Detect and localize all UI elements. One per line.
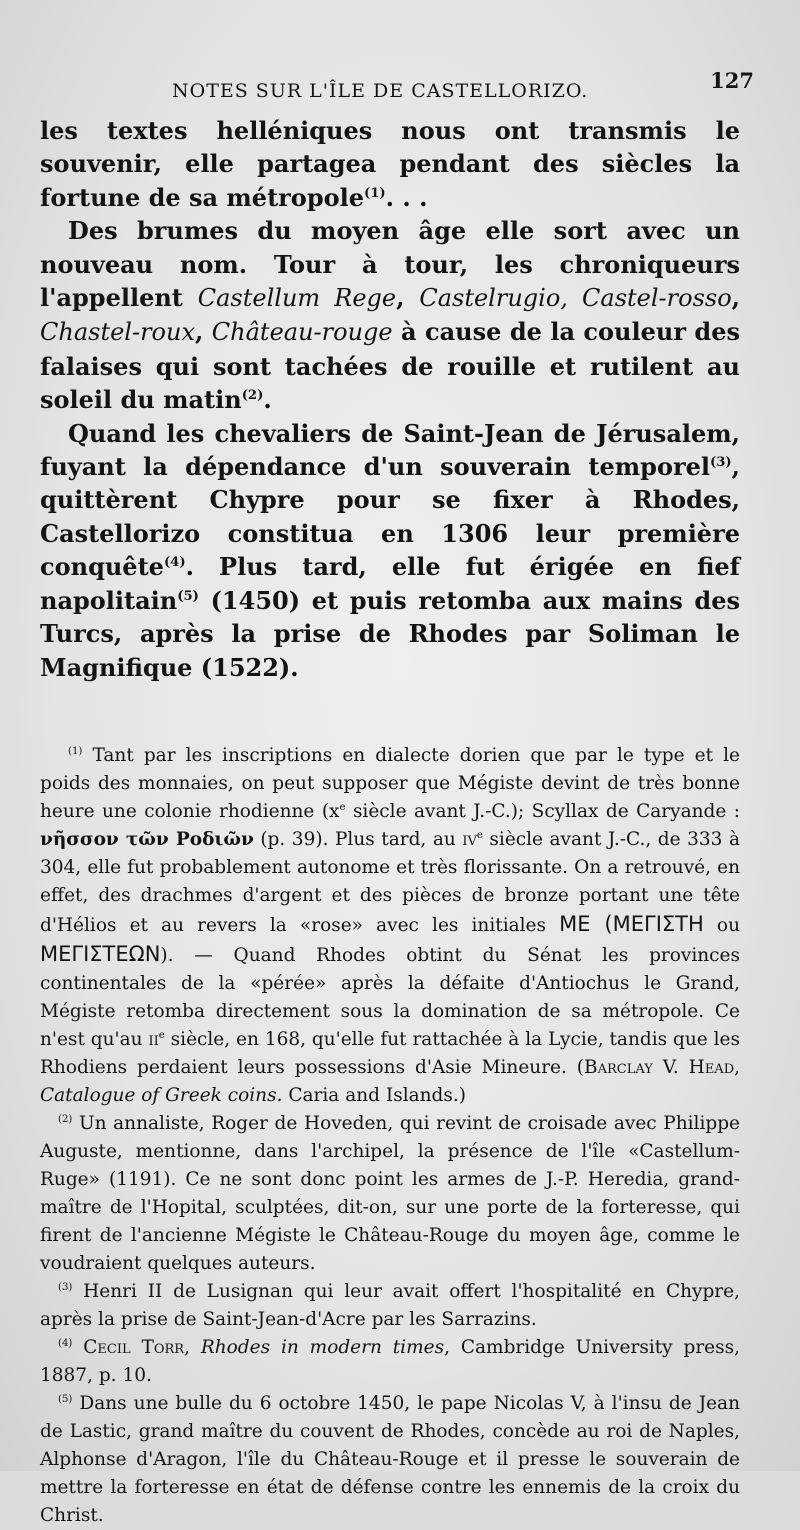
p3-text-d: (1450) et puis retomba aux mains des Turcs, après la prise de Rhodes par Soliman le Magnifique (1522). bbox=[40, 585, 740, 682]
footnote-ref-2: (2) bbox=[241, 388, 264, 404]
footnote-ref-5: (5) bbox=[177, 588, 199, 604]
paragraph-3 bbox=[40, 417, 740, 684]
p2-sep-b: , bbox=[731, 283, 741, 313]
fn1-text-c: (p. 39). Plus tard, au bbox=[253, 828, 463, 850]
fn4-text: , Cambridge University press, 1887, p. 10. bbox=[40, 1336, 740, 1386]
p3-text-a: Quand les chevaliers de Saint-Jean de Jérusalem, fuyant la dépendance d'un souverain temporel bbox=[40, 418, 740, 482]
fn1-greek-name: ΜΕΓΙΣΤΕΩΝ bbox=[40, 941, 161, 966]
fn1-text-b: siècle avant J.-C.); Scyllax de Caryande : bbox=[345, 800, 740, 822]
p2-text-b: à cause de la couleur des falaises qui sont tachées de rouille et rutilent au soleil du matin bbox=[40, 317, 740, 415]
footnote-3 bbox=[40, 1278, 740, 1334]
fn1-text-i: Caria and Islands.) bbox=[282, 1084, 466, 1106]
footnote-mark-3: (3) bbox=[58, 1281, 73, 1293]
footnote-ref-3: (3) bbox=[709, 455, 732, 471]
fn1-text-a: Tant par les inscriptions en dialecte dorien que par le type et le poids des monnaies, on peut supposer que Mégiste devint de très bonne heure une colonie rhodienne (x bbox=[40, 744, 740, 822]
p2-end: . bbox=[263, 385, 272, 415]
fn4-work: Rhodes in modern times bbox=[200, 1336, 445, 1358]
fn1-sup-b: e bbox=[476, 829, 483, 841]
name-castellum-rege: Castellum Rege bbox=[197, 284, 397, 313]
p2-sep-c: , bbox=[195, 317, 212, 347]
p3-text-c: . Plus tard, elle fut érigée en fief napolitain bbox=[40, 552, 740, 615]
fn2-text: Un annaliste, Roger de Hoveden, qui revint de croisade avec Philippe Auguste, mentionne, dans l'archipel, la présence de l'île «Castellum-Ruge» (1191). Ce ne sont donc point les armes de J.-P. Heredia, grand-maître de l'Hopital, sculptées, dit-on, sur une porte de la forteresse, qui firent de l'ancienne Mégiste le Château-Rouge du moyen âge, comme le voudraient quelques auteurs. bbox=[40, 1112, 740, 1274]
footnote-ref-4: (4) bbox=[163, 555, 186, 571]
footnote-5 bbox=[40, 1390, 740, 1530]
page-header bbox=[40, 60, 754, 104]
fn1-text-e: ou bbox=[703, 914, 740, 936]
fn1-greek-phrase: νῆσσον τῶν Ροδιῶν bbox=[40, 828, 254, 850]
main-text bbox=[40, 114, 740, 684]
name-chateau-rouge: Château-rouge bbox=[211, 318, 393, 347]
footnote-1 bbox=[40, 742, 740, 1110]
fn1-roman-iv: iv bbox=[462, 828, 477, 850]
footnote-mark-5: (5) bbox=[58, 1393, 73, 1405]
name-castelrugio: Castelrugio, Castel-rosso bbox=[419, 284, 732, 313]
running-title: NOTES SUR L'ÎLE DE CASTELLORIZO. bbox=[172, 80, 589, 102]
fn5-text: Dans une bulle du 6 octobre 1450, le pape Nicolas V, à l'insu de Jean de Lastic, grand maître du couvent de Rhodes, concède au roi de Naples, Alphonse d'Aragon, l'île du Château-Rouge et il presse le souverain de mettre la forteresse en état de défense contre les ennemis de la croix du Christ. bbox=[40, 1392, 740, 1526]
fn1-text-h: , bbox=[734, 1056, 741, 1078]
fn3-text: Henri II de Lusignan qui leur avait offert l'hospitalité en Chypre, après la prise de Saint-Jean-d'Acre par les Sarrazins. bbox=[40, 1280, 740, 1330]
fn1-sup-a: e bbox=[339, 801, 346, 813]
footnote-4 bbox=[40, 1334, 740, 1390]
page-number: 127 bbox=[710, 68, 754, 93]
footnotes bbox=[40, 742, 740, 1530]
fn4-author: Cecil Torr bbox=[83, 1336, 185, 1358]
p2-text-a: Des brumes du moyen âge elle sort avec un nouveau nom. Tour à tour, les chroniqueurs l'appellent bbox=[40, 216, 740, 313]
paragraph-1 bbox=[40, 114, 740, 214]
name-chastel-roux: Chastel-roux bbox=[40, 318, 195, 347]
footnote-mark-2: (2) bbox=[58, 1113, 73, 1125]
footnote-mark-4: (4) bbox=[58, 1337, 73, 1349]
fn1-roman-ii: ii bbox=[148, 1028, 159, 1050]
fn1-sup-c: e bbox=[158, 1029, 165, 1041]
p2-sep-a: , bbox=[396, 283, 420, 313]
footnote-2 bbox=[40, 1110, 740, 1278]
fn1-author: Barclay V. Head bbox=[584, 1056, 735, 1078]
footnote-mark-1: (1) bbox=[68, 745, 83, 757]
fn4-sep: , bbox=[184, 1336, 201, 1358]
footnote-ref-1: (1) bbox=[364, 185, 386, 201]
fn1-text-f: ). — Quand Rhodes obtint du Sénat les provinces continentales de la «pérée» après la défaite d'Antiochus le Grand, Mégiste retomba directement sous la domination de sa métropole. Ce n'est qu'au bbox=[40, 944, 740, 1050]
fn1-text-g: siècle, en 168, qu'elle fut rattachée à la Lycie, tandis que les Rhodiens perdaient leurs possessions d'Asie Mineure. ( bbox=[40, 1028, 740, 1078]
fn1-text-d: siècle avant J.-C., de 333 à 304, elle fut probablement autonome et très florissante. On a retrouvé, en effet, des drachmes d'argent et des pièces de bronze portant une tête d'Hélios et au revers la «rose» avec les initiales bbox=[40, 828, 740, 936]
p1-text: les textes helléniques nous ont transmis le souvenir, elle partagea pendant des siècles la fortune de sa métropole bbox=[40, 116, 740, 212]
fn1-greek-initials: ΜΕ (ΜΕΓΙΣΤΗ bbox=[559, 911, 704, 936]
p3-text-b: , quittèrent Chypre pour se fixer à Rhodes, Castellorizo constitua en 1306 leur première conquête bbox=[40, 452, 740, 582]
paragraph-2 bbox=[40, 214, 740, 416]
p1-ellipsis: . . . bbox=[385, 182, 428, 212]
fn1-work: Catalogue of Greek coins. bbox=[40, 1084, 283, 1106]
